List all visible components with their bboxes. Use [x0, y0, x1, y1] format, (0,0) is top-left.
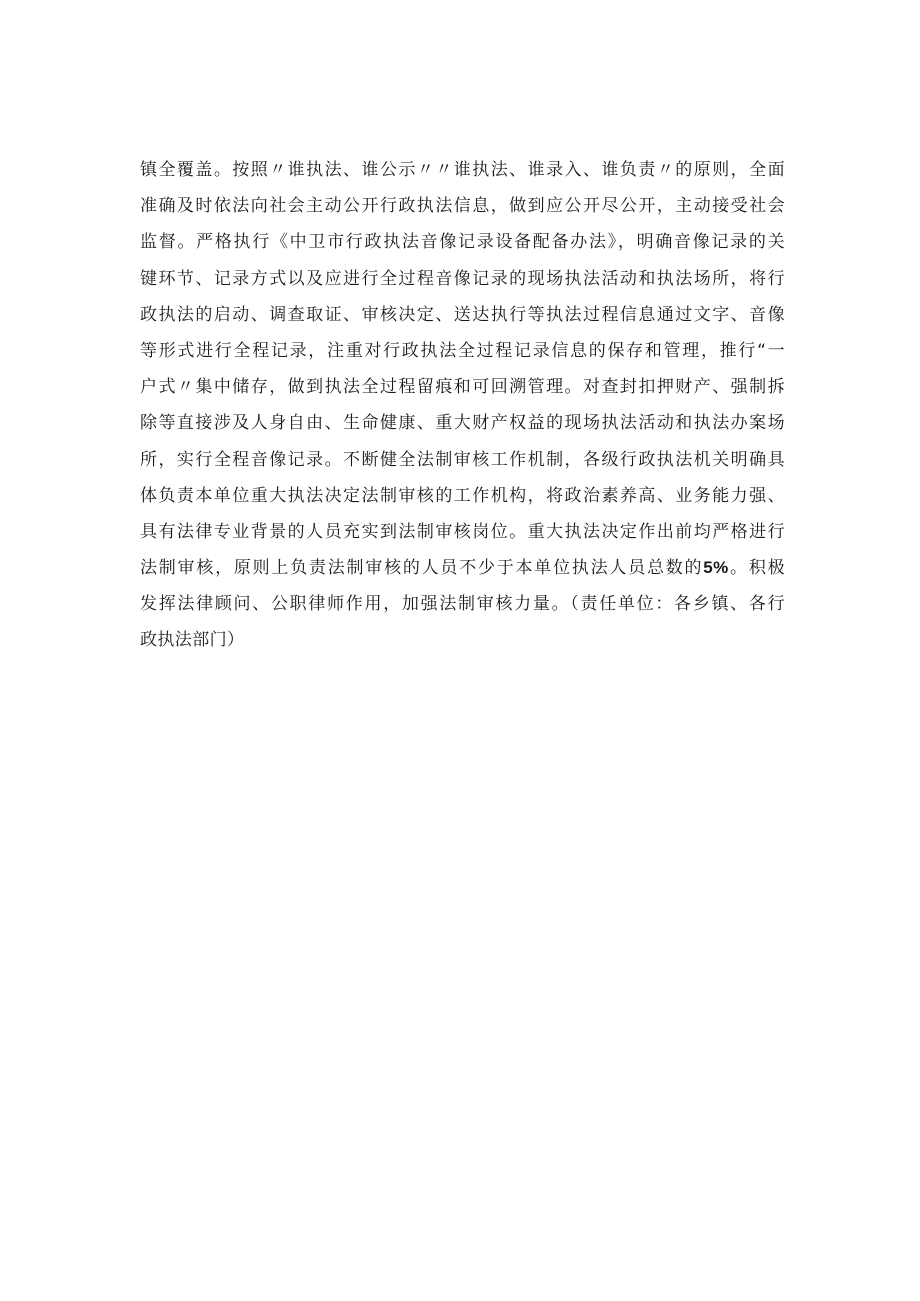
- text-line: 政执法部门）: [140, 630, 245, 651]
- text-line: 监督。严格执行《中卫市行政执法音像记录设备配备办法》，明确音像记录的关: [140, 232, 785, 253]
- text-segment: 。积极: [728, 558, 786, 579]
- text-line: 准确及时依法向社会主动公开行政执法信息，做到应公开尽公开，主动接受社会: [140, 196, 785, 217]
- text-line: 发挥法律顾问、公职律师作用，加强法制审核力量。（责任单位：各乡镇、各行: [140, 594, 785, 615]
- body-paragraph: [140, 152, 785, 659]
- text-line: 键环节、记录方式以及应进行全过程音像记录的现场执法活动和执法场所，将行: [140, 268, 785, 289]
- text-line: 政执法的启动、调查取证、审核决定、送达执行等执法过程信息通过文字、音像: [140, 304, 785, 325]
- text-segment: 法制审核，原则上负责法制审核的人员不少于本单位执法人员总数的: [140, 558, 704, 579]
- text-line: 等形式进行全程记录，注重对行政执法全过程记录信息的保存和管理，推行“一: [140, 340, 785, 361]
- text-line: 体负责本单位重大执法决定法制审核的工作机构，将政治素养高、业务能力强、: [140, 485, 785, 506]
- text-line: 所，实行全程音像记录。不断健全法制审核工作机制，各级行政执法机关明确具: [140, 449, 785, 470]
- text-line: 除等直接涉及人身自由、生命健康、重大财产权益的现场执法活动和执法办案场: [140, 413, 785, 434]
- text-line: 镇全覆盖。按照〃谁执法、谁公示〃〃谁执法、谁录入、谁负责〃的原则，全面: [140, 160, 785, 180]
- text-line: 户式〃集中储存，做到执法全过程留痕和可回溯管理。对查封扣押财产、强制拆: [140, 377, 785, 398]
- text-line: 具有法律专业背景的人员充实到法制审核岗位。重大执法决定作出前均严格进行: [140, 521, 785, 542]
- percentage-value: 5%: [703, 558, 729, 578]
- text-line: [140, 550, 785, 586]
